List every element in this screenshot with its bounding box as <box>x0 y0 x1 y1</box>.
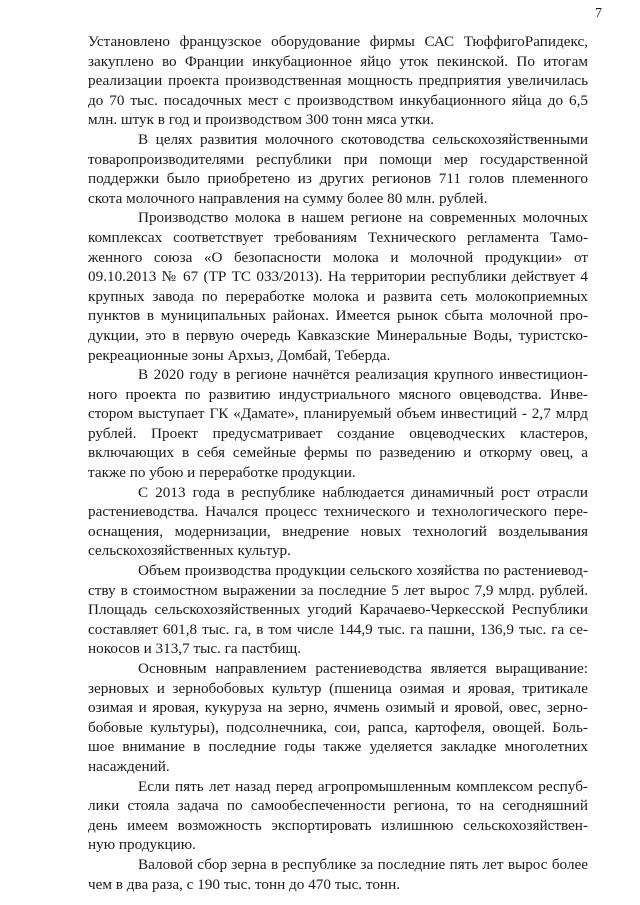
text-line: Валовой сбор зерна в республике за последние пять лет вырос более <box>138 855 588 873</box>
text-line: ного проекта по развитию индустриального мясного овцеводства. Инве- <box>88 385 588 403</box>
text-line: Если пять лет назад перед агропромышленным комплексом респуб- <box>138 777 588 795</box>
text-line: растениеводства. Начался процесс технического и технологического пере- <box>88 503 588 521</box>
paragraph <box>88 365 588 483</box>
paragraph <box>88 659 588 777</box>
text-line: В целях развития молочного скотоводства сельскохозяйственными <box>138 130 588 148</box>
text-line: рекреационные зоны Архыз, Домбай, Теберда. <box>88 346 391 364</box>
text-line: женного союза «О безопасности молока и молочной продукции» от <box>88 248 588 266</box>
text-line: В 2020 году в регионе начнётся реализация крупного инвестицион- <box>138 366 588 384</box>
paragraph <box>88 561 588 659</box>
text-line: зерновых и зернобобовых культур (пшеница озимая и яровая, тритикале <box>88 679 588 697</box>
text-line: ству в стоимостном выражении за последние 5 лет вырос 7,9 млрд. рублей. <box>88 581 588 599</box>
text-line: составляет 601,8 тыс. га, в том числе 144,9 тыс. га пашни, 136,9 тыс. га се- <box>88 620 588 638</box>
paragraph <box>88 777 588 855</box>
document-body <box>88 32 588 894</box>
text-line: 09.10.2013 № 67 (ТР ТС 033/2013). На территории республики действует 4 <box>88 268 588 286</box>
page-number: 7 <box>595 6 602 21</box>
text-line: включающих в себя семейные фермы по разведению и откорму овец, а <box>88 444 588 462</box>
text-line: крупных завода по переработке молока и развита сеть молокоприемных <box>88 287 588 305</box>
text-line: товаропроизводителями республики при помощи мер государственной <box>88 150 588 168</box>
text-line: до 70 тыс. посадочных мест с производством инкубационного яйца до 6,5 <box>88 91 588 109</box>
text-line: стором выступает ГК «Дамате», планируемый объем инвестиций - 2,7 млрд <box>88 405 588 423</box>
text-line: Основным направлением растениеводства является выращивание: <box>138 660 588 677</box>
text-line: пунктов в муниципальных районах. Имеется рынок сбыта молочной про- <box>88 307 588 325</box>
text-line: шое внимание в последние годы также уделяется закладке многолетних <box>88 738 588 756</box>
text-line: ную продукцию. <box>88 836 196 854</box>
text-line: поддержки было приобретено из других регионов 711 голов племенного <box>88 170 588 188</box>
text-line: Объем производства продукции сельского хозяйства по растениевод- <box>138 562 588 580</box>
paragraph <box>88 483 588 561</box>
text-line: сельскохозяйственных культур. <box>88 542 291 560</box>
text-line: С 2013 года в республике наблюдается динамичный рост отрасли <box>138 483 588 501</box>
text-line: нокосов и 313,7 тыс. га пастбищ. <box>88 640 302 658</box>
text-line: млн. штук в год и производством 300 тонн мяса утки. <box>88 111 435 129</box>
text-line: бобовые культуры), подсолнечника, сои, рапса, картофеля, овощей. Боль- <box>88 718 588 736</box>
text-line: день имеем возможность экспортировать излишнюю сельскохозяйствен- <box>88 816 588 834</box>
text-line: оснащения, модернизации, внедрение новых технологий возделывания <box>88 522 588 540</box>
paragraph <box>88 208 588 365</box>
text-line: закуплено во Франции инкубационное яйцо уток пекинской. По итогам <box>88 52 588 70</box>
text-line: дукции, это в первую очередь Кавказские Минеральные Воды, туристско- <box>88 326 588 344</box>
text-line: озимая и яровая, кукуруза на зерно, ячмень озимый и яровой, овес, зерно- <box>88 699 588 717</box>
text-line: Площадь сельскохозяйственных угодий Карачаево-Черкесской Республики <box>88 601 588 619</box>
text-line: комплексах соответствует требованиям Технического регламента Тамо- <box>88 228 588 246</box>
text-line: рублей. Проект предусматривает создание овцеводческих кластеров, <box>88 424 588 442</box>
text-line: также по убою и переработке продукции. <box>88 464 356 482</box>
paragraph <box>88 130 588 208</box>
text-line: Производство молока в нашем регионе на современных молочных <box>138 209 588 227</box>
text-line: чем в два раза, с 190 тыс. тонн до 470 тыс. тонн. <box>88 875 400 893</box>
text-line: Установлено французское оборудование фирмы САС ТюффигоРапидекс, <box>88 33 588 50</box>
paragraph <box>88 32 588 130</box>
paragraph <box>88 855 588 894</box>
text-line: лики стояла задача по самообеспеченности региона, то на сегодняшний <box>88 797 588 815</box>
text-line: скота молочного направления на сумму более 80 млн. рублей. <box>88 189 488 207</box>
text-line: реализации проекта производственная мощность предприятия увеличилась <box>88 72 588 90</box>
text-line: насаждений. <box>88 757 170 775</box>
